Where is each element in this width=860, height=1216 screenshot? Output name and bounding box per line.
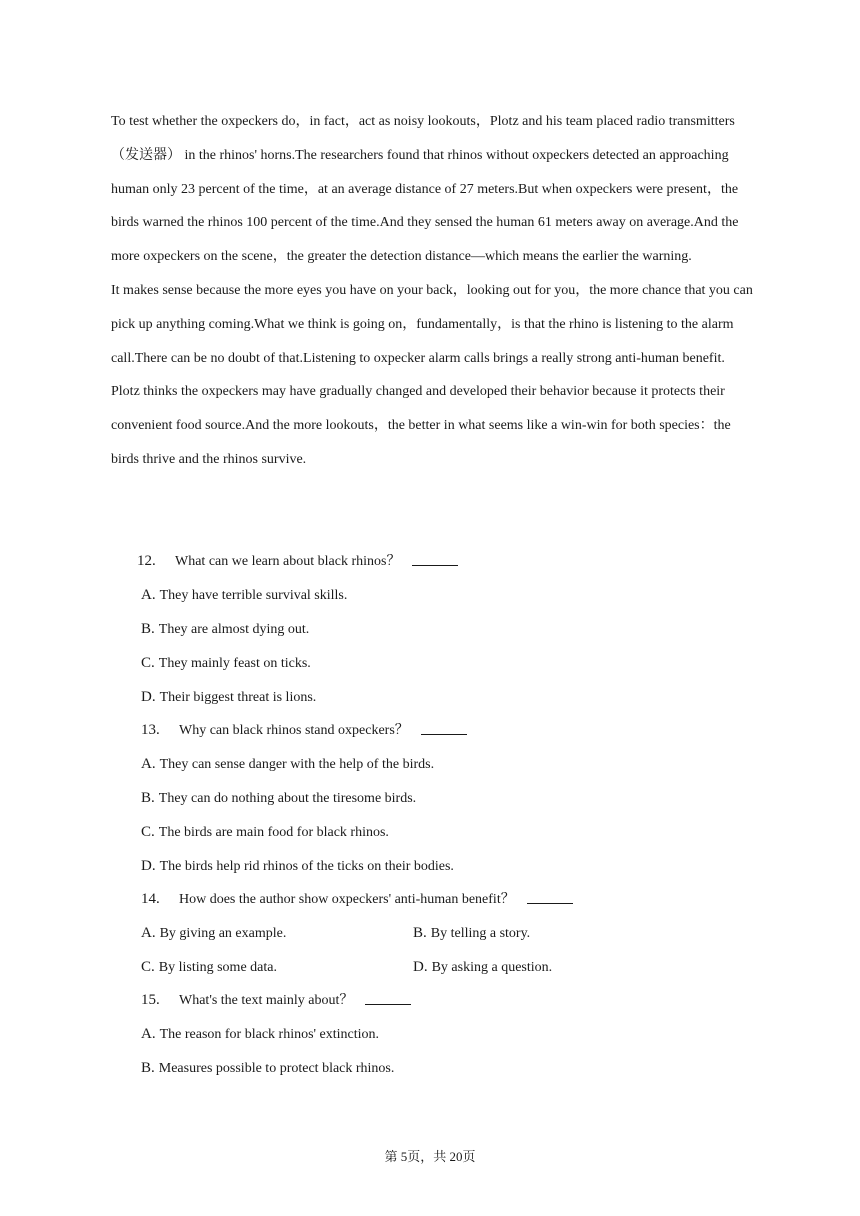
option-letter: B.: [413, 925, 427, 941]
option-text: Their biggest threat is lions.: [159, 690, 317, 705]
answer-blank: [421, 720, 467, 735]
option-letter: C.: [141, 824, 155, 840]
option-14c: [141, 950, 277, 984]
option-13d: [141, 849, 454, 883]
option-letter: D.: [413, 959, 428, 975]
option-12b: [141, 612, 309, 646]
question-text: Why can black rhinos stand oxpeckers？: [179, 723, 409, 738]
option-13a: [141, 747, 434, 781]
option-text: By giving an example.: [159, 926, 287, 941]
answer-blank: [365, 990, 411, 1005]
option-12d: [141, 680, 316, 714]
option-text: Measures possible to protect black rhinos.: [158, 1061, 395, 1076]
option-letter: A.: [141, 756, 156, 772]
question-text: How does the author show oxpeckers' anti-human benefit？: [179, 892, 515, 907]
option-letter: A.: [141, 1026, 156, 1042]
option-text: They mainly feast on ticks.: [158, 656, 311, 671]
option-text: They have terrible survival skills.: [159, 588, 348, 603]
option-letter: A.: [141, 587, 156, 603]
answer-blank: [412, 551, 458, 566]
option-text: By telling a story.: [430, 926, 531, 941]
option-12a: [141, 578, 347, 612]
question-12: [137, 544, 458, 578]
answer-blank: [527, 889, 573, 904]
option-text: They are almost dying out.: [158, 622, 310, 637]
question-number: 12.: [137, 553, 156, 569]
question-text: What's the text mainly about？: [179, 993, 354, 1008]
option-13b: [141, 781, 416, 815]
option-13c: [141, 815, 389, 849]
option-15a: [141, 1017, 379, 1051]
option-text: By asking a question.: [431, 960, 553, 975]
option-letter: A.: [141, 925, 156, 941]
question-number: 15.: [141, 992, 160, 1008]
option-14b: [413, 916, 530, 950]
option-letter: D.: [141, 858, 156, 874]
question-number: 13.: [141, 722, 160, 738]
option-text: The birds are main food for black rhinos.: [158, 825, 389, 840]
option-15b: [141, 1051, 394, 1085]
option-letter: B.: [141, 1060, 155, 1076]
page-footer: 第 5页，共 20页: [384, 1149, 476, 1164]
option-text: They can do nothing about the tiresome birds.: [158, 791, 417, 806]
passage-paragraph: Plotz thinks the oxpeckers may have gradually changed and developed their behavior because it protects their convenient food source.And the more lookouts，the better in what seems like a win-win for both species：the birds thrive and the rhinos survive.: [111, 384, 731, 467]
question-13: [141, 713, 467, 747]
question-text: What can we learn about black rhinos？: [175, 554, 401, 569]
option-text: The reason for black rhinos' extinction.: [159, 1027, 380, 1042]
option-text: The birds help rid rhinos of the ticks on their bodies.: [159, 859, 454, 874]
option-letter: D.: [141, 689, 156, 705]
option-14a: [141, 916, 286, 950]
option-text: They can sense danger with the help of the birds.: [159, 757, 435, 772]
passage-paragraph: It makes sense because the more eyes you have on your back，looking out for you，the more chance that you can pick up anything coming.What we think is going on，fundamentally，is that the rhino is listening to the alarm call.There can be no doubt of that.Listening to oxpecker alarm calls brings a really strong anti-human benefit.: [111, 282, 753, 366]
option-text: By listing some data.: [158, 960, 277, 975]
question-14: [141, 882, 573, 916]
reading-passage: [111, 105, 756, 477]
option-letter: B.: [141, 621, 155, 637]
question-15: [141, 983, 411, 1017]
option-14d: [413, 950, 552, 984]
option-12c: [141, 646, 311, 680]
question-number: 14.: [141, 891, 160, 907]
passage-paragraph: To test whether the oxpeckers do，in fact，act as noisy lookouts，Plotz and his team placed radio transmitters（发送器） in the rhinos' horns.The researchers found that rhinos without oxpeckers detected an approaching human only 23 percent of the time，at an average distance of 27 meters.But when oxpeckers were present，the birds warned the rhinos 100 percent of the time.And they sensed the human 61 meters away on average.And the more oxpeckers on the scene，the greater the detection distance—which means the earlier the warning.: [111, 114, 739, 265]
option-letter: C.: [141, 959, 155, 975]
option-letter: B.: [141, 790, 155, 806]
option-letter: C.: [141, 655, 155, 671]
